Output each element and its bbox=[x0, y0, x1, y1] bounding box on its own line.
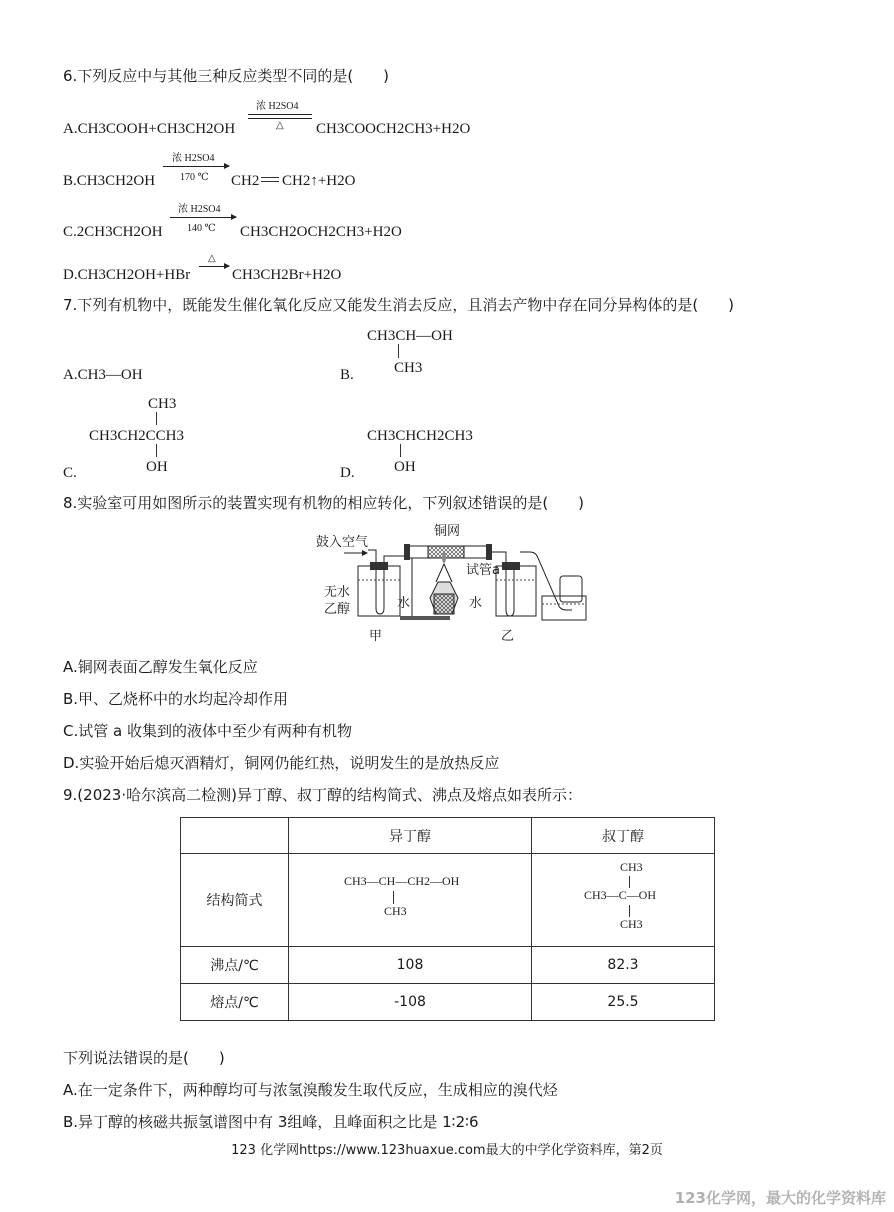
q9-option-b: B.异丁醇的核磁共振氢谱图中有 3组峰，且峰面积之比是 1∶2∶6 bbox=[63, 1113, 479, 1131]
q7-b-bottom: CH3 bbox=[394, 360, 423, 376]
q6-option-b-condition-bottom: 170 ℃ bbox=[180, 172, 209, 183]
table-cell: 熔点/℃ bbox=[181, 984, 289, 1021]
q6-option-a-condition-top: 浓 H2SO4 bbox=[256, 101, 299, 112]
table-row bbox=[181, 984, 715, 1021]
figure-label-ethanol-1: 无水 bbox=[324, 585, 351, 600]
table-header-row bbox=[181, 818, 715, 854]
q6-option-d-lhs: D.CH3CH2OH+HBr bbox=[63, 267, 191, 283]
tert-butanol-bottom: CH3 bbox=[620, 917, 643, 931]
figure-label-tube: 试管a bbox=[466, 563, 500, 578]
double-bond-icon bbox=[261, 177, 279, 182]
q6-option-c-rhs: CH3CH2OCH2CH3+H2O bbox=[240, 224, 402, 240]
iso-butanol-formula: CH3—CH—CH2—OH bbox=[344, 874, 460, 888]
table-cell bbox=[532, 854, 715, 947]
table-cell: 沸点/℃ bbox=[181, 947, 289, 984]
q7-option-a: A.CH3—OH bbox=[63, 367, 143, 383]
q6-option-b-condition-top: 浓 H2SO4 bbox=[172, 153, 215, 164]
q6-option-d-arrow bbox=[199, 266, 229, 267]
tert-butanol-mid: CH3—C—OH bbox=[584, 888, 657, 902]
q7-b-top: CH3CH—OH bbox=[367, 328, 453, 344]
iso-butanol-bond bbox=[393, 891, 394, 904]
q7-d-mid: CH3CHCH2CH3 bbox=[367, 428, 473, 444]
figure-label-yi: 乙 bbox=[501, 629, 515, 644]
table-row bbox=[181, 854, 715, 947]
q7-b-bond bbox=[398, 344, 399, 358]
q6-option-a-arrow-forward bbox=[248, 114, 312, 115]
figure-label-ethanol-2: 乙醇 bbox=[324, 602, 351, 617]
q7-d-bond bbox=[400, 444, 401, 457]
q8-option-d: D.实验开始后熄灭酒精灯，铜网仍能红热，说明发生的是放热反应 bbox=[63, 754, 500, 772]
table-row bbox=[181, 947, 715, 984]
q6-option-d-condition-top: △ bbox=[208, 253, 216, 264]
page-footer: 123 化学网https://www.123huaxue.com最大的中学化学资料库，第2页 bbox=[231, 1143, 663, 1158]
q6-option-b-rhs-1: CH2 bbox=[231, 173, 260, 189]
q6-option-c-condition-bottom: 140 ℃ bbox=[187, 223, 216, 234]
q7-option-d-label: D. bbox=[340, 465, 355, 481]
q7-c-bond-top bbox=[156, 412, 157, 425]
q8-option-b: B.甲、乙烧杯中的水均起冷却作用 bbox=[63, 690, 289, 708]
q6-option-d-rhs: CH3CH2Br+H2O bbox=[232, 267, 342, 283]
q6-stem: 6.下列反应中与其他三种反应类型不同的是( ) bbox=[63, 67, 390, 85]
alcohol-properties-table bbox=[180, 817, 715, 1021]
q9-option-a: A.在一定条件下，两种醇均可与浓氢溴酸发生取代反应，生成相应的溴代烃 bbox=[63, 1081, 558, 1099]
q8-option-c: C.试管 a 收集到的液体中至少有两种有机物 bbox=[63, 722, 352, 740]
table-cell: 25.5 bbox=[532, 984, 715, 1021]
q7-c-bottom: OH bbox=[146, 459, 168, 475]
figure-label-jia: 甲 bbox=[369, 629, 383, 644]
q6-option-a-rhs: CH3COOCH2CH3+H2O bbox=[316, 121, 471, 137]
tert-butanol-bond-top bbox=[629, 876, 630, 888]
q6-option-c-condition-top: 浓 H2SO4 bbox=[178, 204, 221, 215]
table-cell: 108 bbox=[289, 947, 532, 984]
q7-c-top: CH3 bbox=[148, 396, 177, 412]
watermark: 123化学网，最大的化学资料库 bbox=[674, 1189, 886, 1207]
figure-label-air: 鼓入空气 bbox=[316, 535, 369, 550]
q7-option-c-label: C. bbox=[63, 465, 77, 481]
q6-option-b-rhs-2: CH2↑+H2O bbox=[282, 173, 356, 189]
table-header-cell bbox=[181, 818, 289, 854]
q7-stem: 7.下列有机物中，既能发生催化氧化反应又能发生消去反应，且消去产物中存在同分异构体的是( ) bbox=[63, 296, 735, 314]
q6-option-a-lhs: A.CH3COOH+CH3CH2OH bbox=[63, 121, 236, 137]
tert-butanol-bond-bottom bbox=[629, 905, 630, 917]
q7-c-bond-bottom bbox=[156, 444, 157, 457]
q6-option-a-condition-bottom: △ bbox=[276, 120, 284, 131]
table-cell: -108 bbox=[289, 984, 532, 1021]
q8-option-a: A.铜网表面乙醇发生氧化反应 bbox=[63, 658, 258, 676]
q6-option-b-lhs: B.CH3CH2OH bbox=[63, 173, 156, 189]
q7-c-mid: CH3CH2CCH3 bbox=[89, 428, 185, 444]
table-cell bbox=[289, 854, 532, 947]
q9-stem: 9.(2023·哈尔滨高二检测)异丁醇、叔丁醇的结构简式、沸点及熔点如表所示： bbox=[63, 786, 582, 804]
table-cell: 结构简式 bbox=[181, 854, 289, 947]
table-header-cell: 叔丁醇 bbox=[532, 818, 715, 854]
q6-option-b-arrow bbox=[163, 166, 229, 167]
q7-option-b-label: B. bbox=[340, 367, 354, 383]
tert-butanol-top: CH3 bbox=[620, 860, 643, 874]
figure-label-mesh: 铜网 bbox=[434, 524, 461, 539]
q9-question: 下列说法错误的是( ) bbox=[63, 1049, 225, 1067]
q8-stem: 8.实验室可用如图所示的装置实现有机物的相应转化，下列叙述错误的是( ) bbox=[63, 494, 585, 512]
q6-option-c-arrow bbox=[170, 217, 236, 218]
q7-d-bottom: OH bbox=[394, 459, 416, 475]
iso-butanol-methyl: CH3 bbox=[384, 904, 407, 918]
q6-option-c-lhs: C.2CH3CH2OH bbox=[63, 224, 163, 240]
table-header-cell: 异丁醇 bbox=[289, 818, 532, 854]
table-cell: 82.3 bbox=[532, 947, 715, 984]
figure-label-water-1: 水 bbox=[397, 596, 411, 611]
figure-label-water-2: 水 bbox=[469, 596, 483, 611]
